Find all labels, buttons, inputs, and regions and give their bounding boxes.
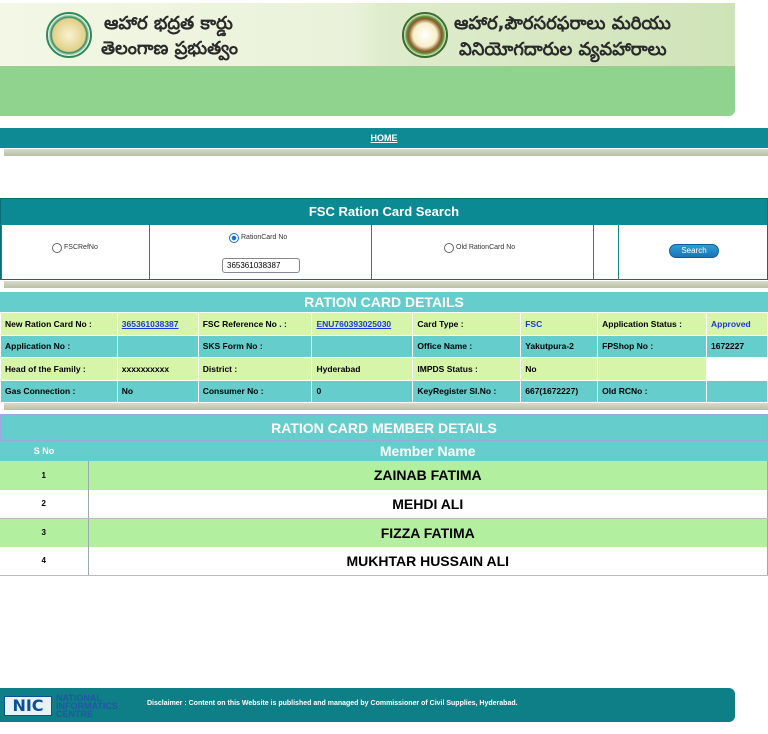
fsc-reference-label: FSC Reference No . : bbox=[198, 313, 312, 336]
old-rcno-value bbox=[706, 380, 767, 403]
gas-connection-value: No bbox=[117, 380, 198, 403]
search-button[interactable]: Search bbox=[669, 244, 719, 258]
application-status-value bbox=[706, 313, 767, 336]
head-of-family-label: Head of the Family : bbox=[1, 358, 118, 381]
member-name: ZAINAB FATIMA bbox=[88, 461, 768, 490]
nic-line3: CENTRE bbox=[56, 709, 94, 719]
member-name: FIZZA FATIMA bbox=[88, 518, 768, 547]
sks-form-value bbox=[312, 335, 413, 358]
member-details-title: RATION CARD MEMBER DETAILS bbox=[0, 414, 768, 441]
search-panel bbox=[0, 198, 768, 280]
telangana-emblem-icon bbox=[46, 12, 92, 58]
fscrefno-radio[interactable] bbox=[52, 243, 62, 253]
key-register-label: KeyRegister Sl.No : bbox=[413, 380, 521, 403]
option-oldrationcard-cell bbox=[372, 225, 594, 279]
application-status-text: Approved bbox=[710, 318, 751, 329]
nic-line2: INFORMATICS bbox=[56, 701, 118, 711]
member-name: MUKHTAR HUSSAIN ALI bbox=[88, 547, 768, 576]
card-type-label: Card Type : bbox=[413, 313, 521, 336]
nic-line1: NATIONAL bbox=[56, 693, 102, 703]
district-value: Hyderabad bbox=[312, 358, 413, 381]
details-row bbox=[1, 313, 768, 336]
consumer-no-label: Consumer No : bbox=[198, 380, 312, 403]
nav-bar bbox=[0, 128, 768, 148]
fsc-reference-link[interactable]: ENU760393025030 bbox=[316, 318, 392, 329]
consumer-no-value: 0 bbox=[312, 380, 413, 403]
spacer-cell bbox=[594, 225, 619, 279]
fsc-reference-value bbox=[312, 313, 413, 336]
dept-title-line1: ఆహార,పౌరసరఫరాలు మరియు bbox=[454, 13, 671, 34]
member-details-table bbox=[0, 441, 768, 576]
footer bbox=[0, 688, 735, 722]
dept-title-line2: వినియోగదారుల వ్యవహారాలు bbox=[459, 39, 667, 60]
application-no-value bbox=[117, 335, 198, 358]
search-title: FSC Ration Card Search bbox=[308, 204, 460, 219]
divider bbox=[4, 281, 768, 288]
member-sno: 3 bbox=[0, 518, 88, 547]
head-of-family-value: xxxxxxxxxx bbox=[117, 358, 198, 381]
old-rcno-label: Old RCNo : bbox=[598, 380, 707, 403]
application-status-label: Application Status : bbox=[598, 313, 707, 336]
member-sno: 4 bbox=[0, 547, 88, 576]
member-row bbox=[0, 461, 768, 490]
card-type-text: FSC bbox=[525, 318, 543, 329]
district-label: District : bbox=[198, 358, 312, 381]
header-title-line2: తెలంగాణ ప్రభుత్వం bbox=[101, 38, 239, 59]
member-row bbox=[0, 547, 768, 576]
ration-card-details-title: RATION CARD DETAILS bbox=[0, 292, 768, 312]
rationcard-radio[interactable] bbox=[229, 233, 239, 243]
divider bbox=[4, 403, 768, 410]
member-sno: 2 bbox=[0, 490, 88, 519]
option-fscrefno-cell bbox=[2, 225, 150, 279]
member-row bbox=[0, 518, 768, 547]
fpshop-value: 1672227 bbox=[706, 335, 767, 358]
civil-supplies-logo-icon bbox=[402, 12, 448, 58]
card-type-value bbox=[521, 313, 598, 336]
option-rationcard-cell bbox=[150, 225, 372, 279]
fpshop-label: FPShop No : bbox=[598, 335, 707, 358]
office-name-label: Office Name : bbox=[413, 335, 521, 358]
member-sno: 1 bbox=[0, 461, 88, 490]
oldrationcard-radio[interactable] bbox=[444, 243, 454, 253]
member-name-column-header: Member Name bbox=[88, 441, 768, 461]
member-name: MEHDI ALI bbox=[88, 490, 768, 519]
nic-logo bbox=[4, 692, 136, 718]
divider bbox=[4, 149, 768, 156]
rationcard-input[interactable]: 365361038387 bbox=[222, 258, 300, 273]
empty-cell bbox=[706, 358, 767, 381]
rationcard-label: RationCard No bbox=[241, 234, 288, 242]
application-no-label: Application No : bbox=[1, 335, 118, 358]
nic-logo-mark: NIC bbox=[4, 696, 52, 716]
sno-column-header: S No bbox=[0, 441, 88, 461]
new-ration-card-label: New Ration Card No : bbox=[1, 313, 118, 336]
search-button-cell bbox=[619, 225, 767, 279]
gas-connection-label: Gas Connection : bbox=[1, 380, 118, 403]
details-row bbox=[1, 358, 768, 381]
member-header-row bbox=[0, 441, 768, 461]
details-row bbox=[1, 335, 768, 358]
impds-status-label: IMPDS Status : bbox=[413, 358, 521, 381]
search-row bbox=[2, 225, 767, 279]
key-register-value: 667(1672227) bbox=[521, 380, 598, 403]
header-title-line1: ఆహార భద్రత కార్డు bbox=[104, 13, 233, 34]
disclaimer-text: Disclaimer : Content on this Website is published and managed by Commissioner of Civil Supplies, Hyderabad. bbox=[147, 700, 518, 707]
details-row bbox=[1, 380, 768, 403]
office-name-value: Yakutpura-2 bbox=[521, 335, 598, 358]
new-ration-card-value bbox=[117, 313, 198, 336]
fscrefno-label: FSCRefNo bbox=[64, 244, 98, 252]
home-link[interactable]: HOME bbox=[370, 133, 398, 143]
banner-top bbox=[0, 3, 735, 67]
member-row bbox=[0, 490, 768, 519]
new-ration-card-link[interactable]: 365361038387 bbox=[121, 318, 179, 329]
empty-cell bbox=[598, 358, 707, 381]
ration-card-details-table bbox=[0, 312, 768, 403]
oldrationcard-label: Old RationCard No bbox=[456, 244, 516, 252]
header-banner bbox=[0, 3, 735, 116]
impds-status-value: No bbox=[521, 358, 598, 381]
nic-logo-text bbox=[56, 694, 118, 718]
sks-form-label: SKS Form No : bbox=[198, 335, 312, 358]
